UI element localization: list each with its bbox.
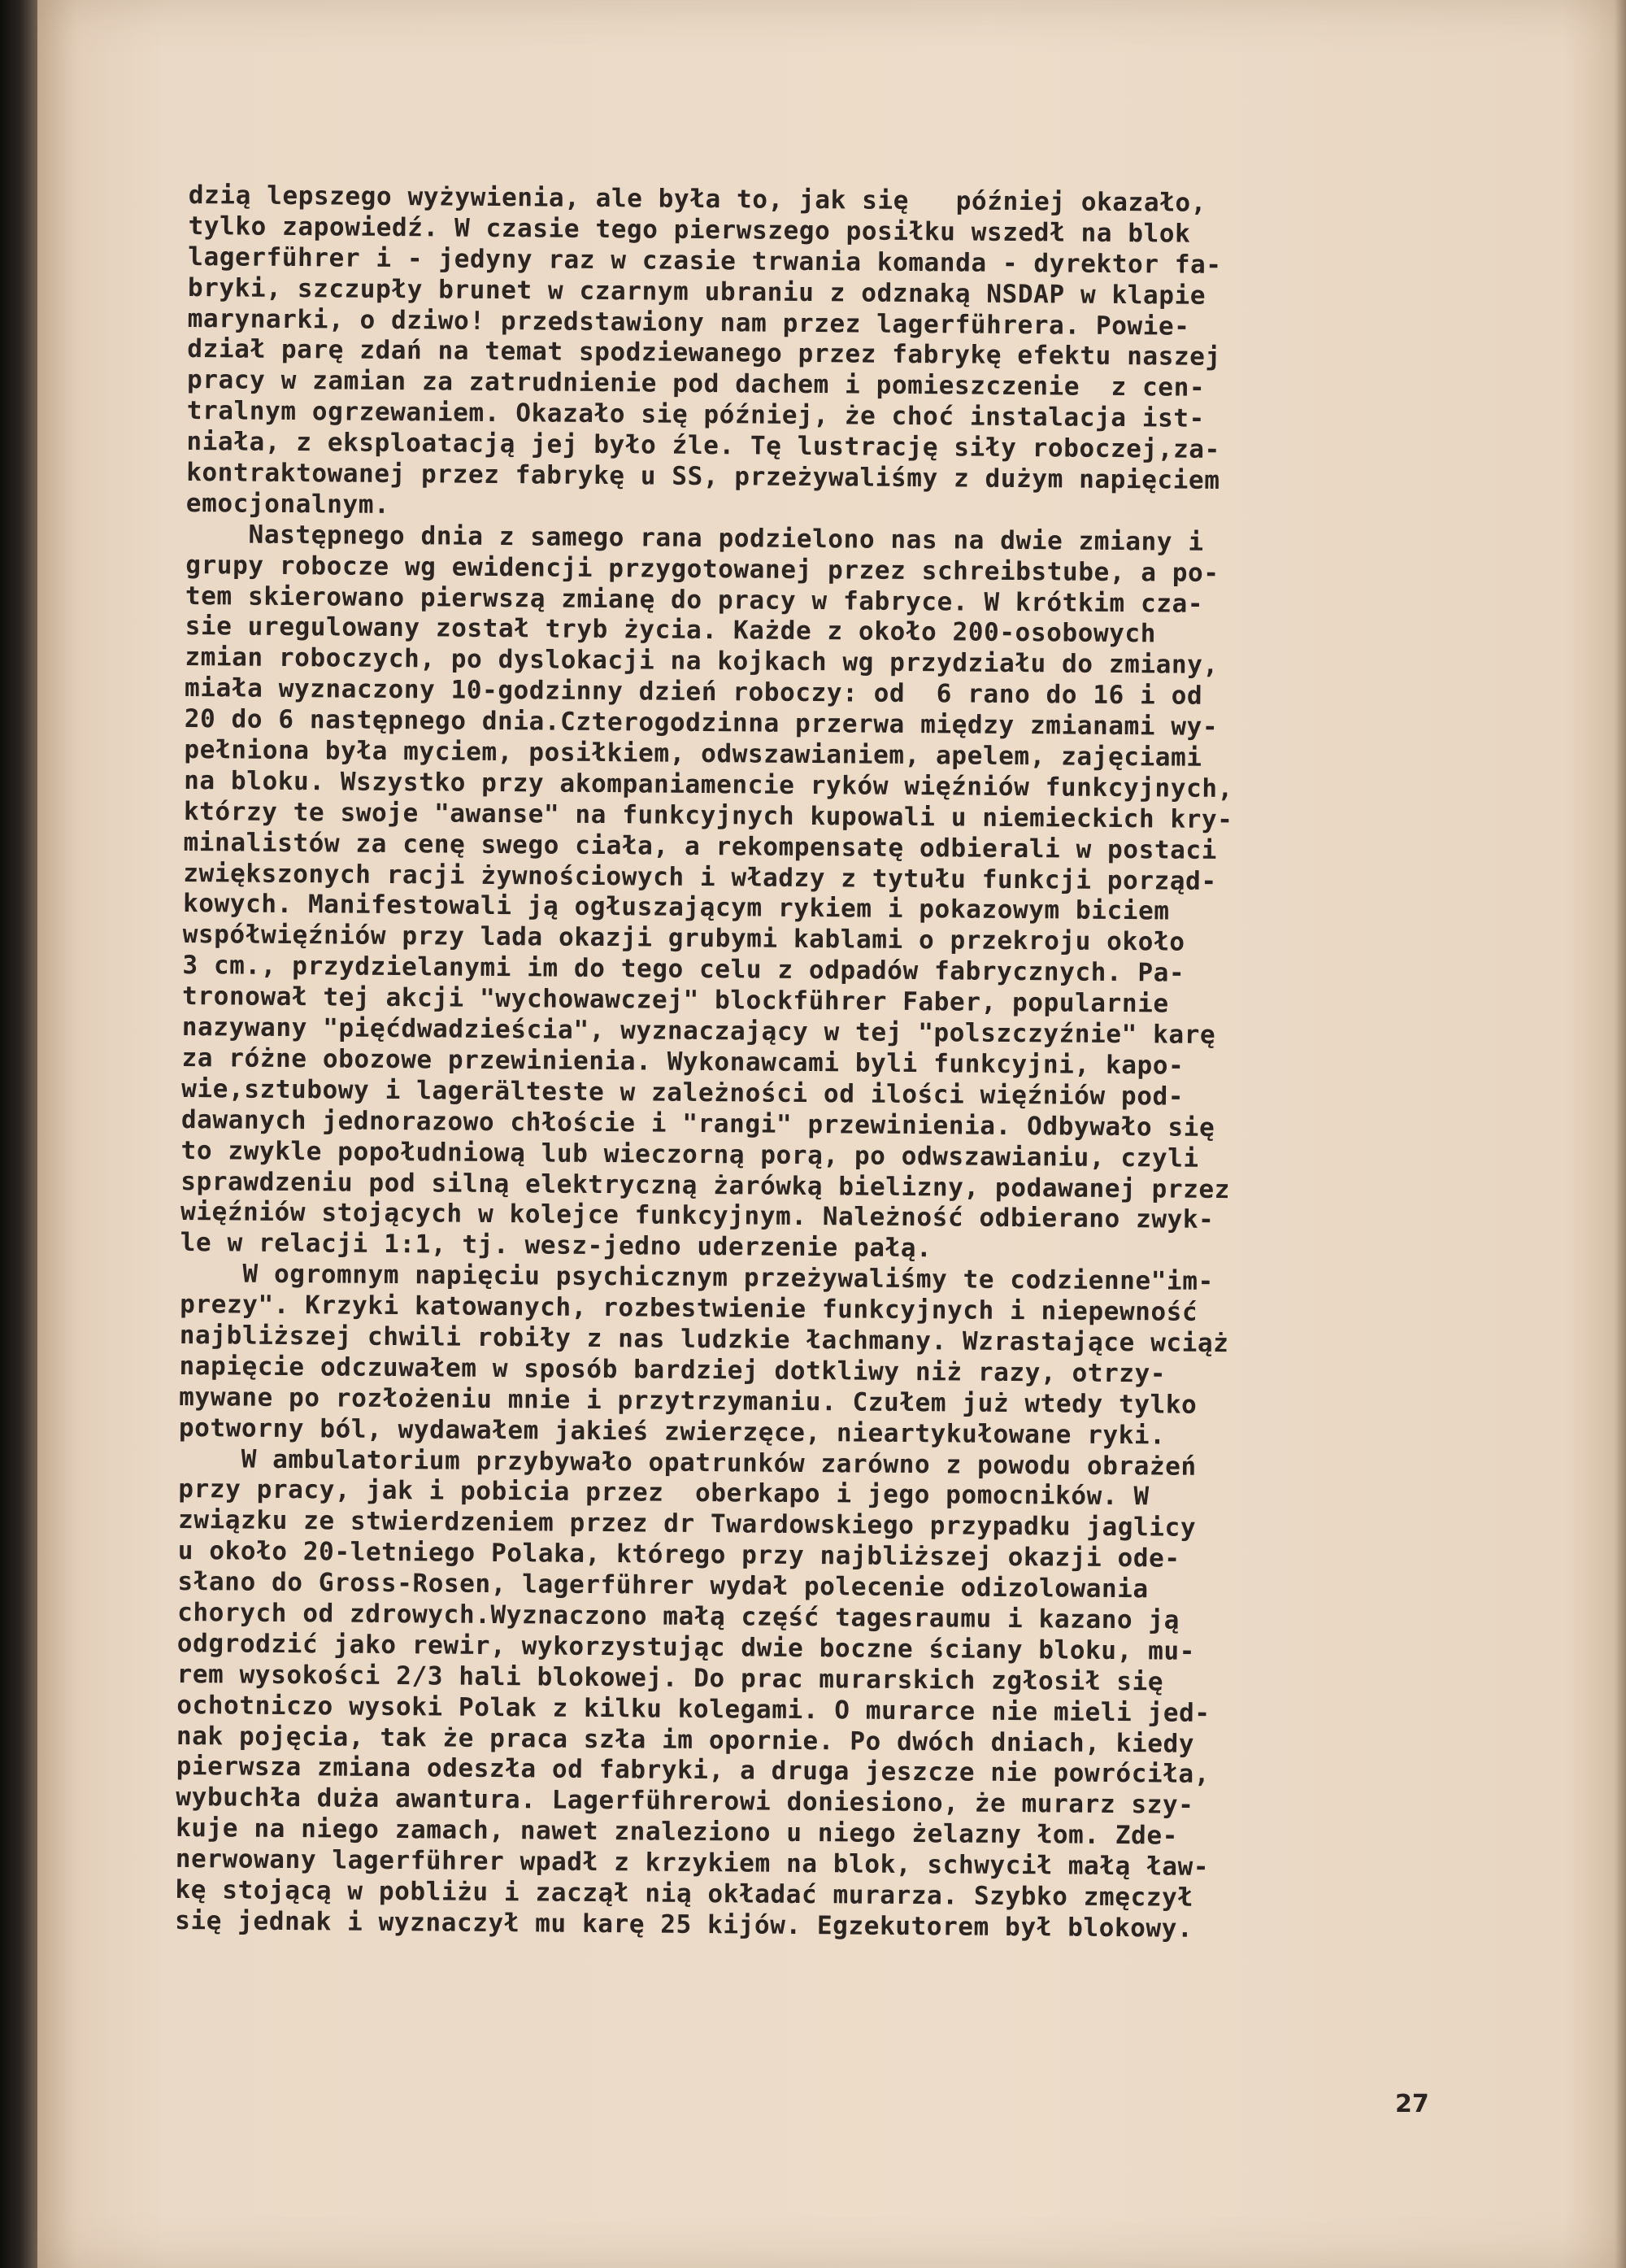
text-line: sie uregulowany został tryb życia. Każde z około 200-osobowych	[185, 612, 1157, 649]
text-line: dzią lepszego wyżywienia, ale była to, jak się później okazało,	[188, 181, 1207, 218]
text-line: 3 cm., przydzielanymi im do tego celu z odpadów fabrycznych. Pa-	[182, 951, 1185, 988]
text-line: W ambulatorium przybywało opatrunków zarówno z powodu obrażeń	[178, 1443, 1197, 1482]
text-line: marynarki, o dziwo! przedstawiony nam przez lagerführera. Powie-	[187, 303, 1190, 342]
text-line: kontraktowanej przez fabrykę u SS, przeżywaliśmy z dużym napięciem	[186, 458, 1220, 495]
text-line: ochotniczo wysoki Polak z kilku kolegami. O murarce nie mieli jed-	[176, 1690, 1211, 1728]
text-line: lagerführer i - jedyny raz w czasie trwania komanda - dyrektor fa-	[188, 242, 1222, 280]
text-line: emocjonalnym.	[185, 488, 390, 520]
text-line: pełniona była myciem, posiłkiem, odwszawianiem, apelem, zajęciami	[184, 735, 1202, 773]
text-line: rem wysokości 2/3 hali blokowej. Do prac murarskich zgłosił się	[176, 1659, 1164, 1697]
text-line: odgrodzić jako rewir, wykorzystując dwie boczne ściany bloku, mu-	[176, 1628, 1196, 1666]
text-line: sprawdzeniu pod silną elektryczną żarówką bielizny, podawanej przez	[180, 1166, 1231, 1204]
text-line: bryki, szczupły brunet w czarnym ubraniu z odznaką NSDAP w klapie	[187, 272, 1206, 311]
text-line: kuje na niego zamach, nawet znaleziono u niego żelazny łom. Zde-	[175, 1813, 1179, 1851]
text-line: zmian roboczych, po dyslokacji na kojkach wg przydziału do zmiany,	[185, 642, 1219, 681]
text-line: zwiększonych racji żywnościowych i władzy z tytułu funkcji porząd-	[183, 858, 1217, 896]
text-line: nak pojęcia, tak że praca szła im opornie. Po dwóch dniach, kiedy	[176, 1721, 1195, 1759]
page-number: 27	[1395, 2090, 1429, 2118]
text-line: więźniów stojących w kolejce funkcyjnym. Należność odbierano zwyk-	[180, 1197, 1215, 1235]
text-line: grupy robocze wg ewidencji przygotowanej przez schreibstube, a po-	[185, 550, 1220, 588]
text-line: współwięźniów przy lada okazji grubymi kablami o przekroju około	[182, 920, 1185, 958]
text-line: pracy w zamian za zatrudnienie pod dachem i pomieszczenie z cen-	[186, 365, 1206, 403]
text-line: za różne obozowe przewinienia. Wykonawcami byli funkcyjni, kapo-	[181, 1043, 1185, 1081]
text-line: W ogromnym napięciu psychicznym przeżywaliśmy te codzienne"im-	[180, 1259, 1214, 1297]
text-line: nazywany "pięćdwadzieścia", wyznaczający w tej "polszczyźnie" karę	[181, 1012, 1216, 1050]
text-line: przy pracy, jak i pobicia przez oberkapo i jego pomocników. W	[178, 1474, 1150, 1512]
book-page	[37, 0, 1626, 2268]
text-line: związku ze stwierdzeniem przez dr Twardowskiego przypadku jaglicy	[177, 1505, 1197, 1543]
text-line: pierwsza zmiana odeszła od fabryki, a druga jeszcze nie powróciła,	[176, 1752, 1211, 1790]
text-line: tralnym ogrzewaniem. Okazało się później, że choć instalacja ist-	[186, 396, 1206, 434]
text-line: potworny ból, wydawałem jakieś zwierzęce, nieartykułowane ryki.	[178, 1413, 1166, 1451]
text-line: tylko zapowiedź. W czasie tego pierwszego posiłku wszedł na blok	[188, 211, 1191, 249]
text-line: kę stojącą w pobliżu i zaczął nią okładać murarza. Szybko zmęczył	[175, 1874, 1193, 1913]
text-line: miała wyznaczony 10-godzinny dzień roboczy: od 6 rano do 16 i od	[184, 673, 1203, 712]
text-line: u około 20-letniego Polaka, którego przy najbliższej okazji ode-	[177, 1536, 1180, 1574]
text-line: chorych od zdrowych.Wyznaczono małą część tagesraumu i kazano ją	[177, 1597, 1180, 1635]
text-line: tem skierowano pierwszą zmianę do pracy w fabryce. W krótkim cza-	[185, 581, 1204, 619]
text-line: prezy". Krzyki katowanych, rozbestwienie funkcyjnych i niepewność	[180, 1290, 1198, 1327]
text-line: wybuchła duża awantura. Lagerführerowi doniesiono, że murarz szy-	[176, 1783, 1194, 1821]
text-line: dawanych jednorazowo chłoście i "rangi" przewinienia. Odbywało się	[180, 1104, 1215, 1143]
text-line: się jednak i wyznaczył mu karę 25 kijów. Egzekutorem był blokowy.	[175, 1905, 1193, 1944]
text-line: najbliższej chwili robiły z nas ludzkie łachmany. Wzrastające wciąż	[179, 1320, 1229, 1359]
text-line: niała, z eksploatacją jej było źle. Tę lustrację siły roboczej,za-	[186, 427, 1220, 465]
text-line: 20 do 6 następnego dnia.Czterogodzinna przerwa między zmianami wy-	[184, 704, 1219, 742]
text-line: którzy te swoje "awanse" na funkcyjnych kupowali u niemieckich kry-	[183, 796, 1233, 834]
text-line: na bloku. Wszystko przy akompaniamencie ryków więźniów funkcyjnych,	[184, 765, 1233, 804]
text-line: dział parę zdań na temat spodziewanego przez fabrykę efektu naszej	[187, 334, 1221, 372]
text-line: tronował tej akcji "wychowawczej" blockführer Faber, popularnie	[181, 982, 1169, 1019]
text-line: to zwykle popołudniową lub wieczorną porą, po odwszawianiu, czyli	[180, 1135, 1199, 1173]
text-line: słano do Gross-Rosen, lagerführer wydał polecenie odizolowania	[177, 1567, 1149, 1604]
text-line: Następnego dnia z samego rana podzielono nas na dwie zmiany i	[185, 519, 1204, 557]
book-binding-shadow	[0, 0, 37, 2268]
text-line: wie,sztubowy i lagerälteste w zależności od ilości więźniów pod-	[181, 1073, 1185, 1112]
text-line: nerwowany lagerführer wpadł z krzykiem na blok, schwycił małą ław-	[175, 1844, 1210, 1883]
text-line: kowych. Manifestowali ją ogłuszającym rykiem i pokazowym biciem	[182, 889, 1170, 926]
text-line: mywane po rozłożeniu mnie i przytrzymaniu. Czułem już wtedy tylko	[179, 1382, 1198, 1420]
text-line: le w relacji 1:1, tj. wesz-jedno uderzenie pałą.	[180, 1228, 933, 1264]
text-line: minalistów za cenę swego ciała, a rekompensatę odbierali w postaci	[183, 827, 1218, 865]
text-line: napięcie odczuwałem w sposób bardziej dotkliwy niż razy, otrzy-	[179, 1351, 1167, 1389]
body-text	[175, 181, 1486, 1947]
page-edge-shadow	[1615, 0, 1626, 2268]
